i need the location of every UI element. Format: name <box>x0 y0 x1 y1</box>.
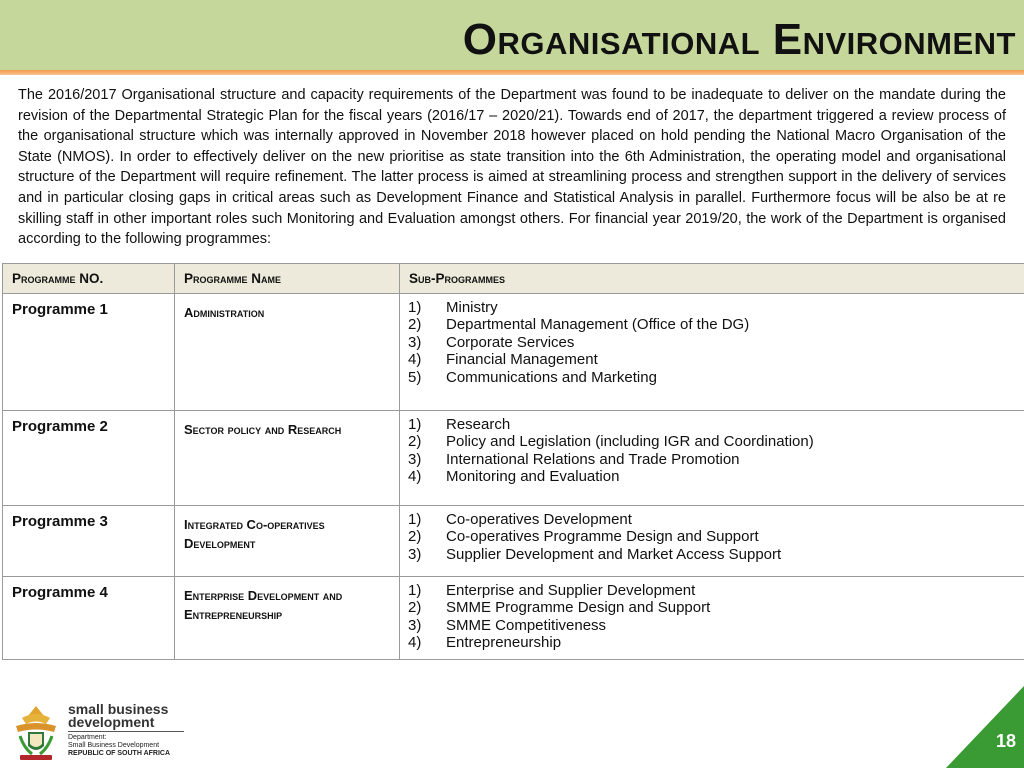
programme-number: Programme 2 <box>3 411 175 506</box>
list-number: 1) <box>408 299 446 316</box>
list-text: Ministry <box>446 299 498 316</box>
list-text: Entrepreneurship <box>446 634 561 651</box>
list-number: 1) <box>408 511 446 528</box>
list-item <box>408 511 1024 528</box>
table-row <box>3 411 1024 506</box>
list-text: Departmental Management (Office of the DG) <box>446 316 749 333</box>
table-header-row <box>3 264 1024 294</box>
header-sub-programmes: Sub-Programmes <box>400 264 1024 294</box>
list-item <box>408 299 1024 316</box>
list-item <box>408 468 1024 485</box>
sub-programmes-cell <box>400 577 1024 660</box>
list-item <box>408 634 1024 651</box>
programmes-table <box>2 263 1024 660</box>
list-item <box>408 451 1024 468</box>
list-number: 2) <box>408 316 446 333</box>
department-text <box>68 734 170 758</box>
list-text: Enterprise and Supplier Development <box>446 582 695 599</box>
header-programme-name: Programme Name <box>175 264 400 294</box>
coat-of-arms-icon <box>10 702 62 764</box>
table-row <box>3 506 1024 577</box>
table-row <box>3 294 1024 411</box>
list-number: 3) <box>408 334 446 351</box>
dept-line3: REPUBLIC OF SOUTH AFRICA <box>68 750 170 757</box>
list-number: 3) <box>408 546 446 563</box>
list-text: SMME Programme Design and Support <box>446 599 710 616</box>
list-text: Supplier Development and Market Access Support <box>446 546 781 563</box>
list-text: Financial Management <box>446 351 598 368</box>
programme-name: Administration <box>175 294 400 411</box>
list-text: Co-operatives Programme Design and Support <box>446 528 759 545</box>
list-number: 4) <box>408 468 446 485</box>
programme-name: Sector policy and Research <box>175 411 400 506</box>
list-number: 4) <box>408 634 446 651</box>
programme-number: Programme 3 <box>3 506 175 577</box>
programme-number: Programme 4 <box>3 577 175 660</box>
list-text: SMME Competitiveness <box>446 617 606 634</box>
programme-name: Enterprise Development and Entrepreneurship <box>175 577 400 660</box>
list-number: 2) <box>408 528 446 545</box>
dept-line2: Small Business Development <box>68 742 159 749</box>
list-text: Research <box>446 416 510 433</box>
programme-number: Programme 1 <box>3 294 175 411</box>
list-number: 4) <box>408 351 446 368</box>
logo-divider <box>68 731 184 732</box>
sub-programmes-cell <box>400 411 1024 506</box>
list-text: Co-operatives Development <box>446 511 632 528</box>
slide-title: Organisational Environment <box>463 14 1016 66</box>
list-number: 3) <box>408 451 446 468</box>
list-item <box>408 599 1024 616</box>
list-text: International Relations and Trade Promotion <box>446 451 740 468</box>
list-number: 3) <box>408 617 446 634</box>
sub-programme-list <box>408 582 1024 652</box>
programme-name: Integrated Co-operatives Development <box>175 506 400 577</box>
list-number: 1) <box>408 416 446 433</box>
org-name <box>68 703 168 729</box>
list-item <box>408 334 1024 351</box>
sub-programmes-cell <box>400 294 1024 411</box>
list-item <box>408 617 1024 634</box>
sub-programme-list <box>408 299 1024 386</box>
intro-paragraph: The 2016/2017 Organisational structure and capacity requirements of the Department was found to be inadequate to deliver on the mandate during the revision of the Departmental Strategic Plan for the fiscal years (2016/17 – 2020/21). Towards end of 2017, the department triggered a review process of the organisational structure which was internally approved in November 2018 however placed on hold pending the National Macro Organisation of the State (NMOS). In order to effectively deliver on the new prioritise as state transition into the 6th Administration, the operating model and organisational structure of the Department will require refinement. The latter process is aimed at streamlining process and strengthen support in the delivery of services and in particular closing gaps in critical areas such as Development Finance and Statistical Analysis in parallel. Furthermore focus will be also be at re skilling staff in other important roles such Monitoring and Evaluation amongst others. For financial year 2019/20, the work of the Department is organised according to the following programmes: <box>18 85 1006 250</box>
org-name-line2: development <box>68 716 168 729</box>
dept-line1: Department: <box>68 734 107 741</box>
list-text: Monitoring and Evaluation <box>446 468 619 485</box>
org-name-line1: small business <box>68 701 168 717</box>
page-corner-triangle <box>946 686 1024 768</box>
list-item <box>408 351 1024 368</box>
sub-programmes-cell <box>400 506 1024 577</box>
list-item <box>408 369 1024 386</box>
list-item <box>408 528 1024 545</box>
list-text: Policy and Legislation (including IGR and Coordination) <box>446 433 814 450</box>
list-number: 2) <box>408 433 446 450</box>
sub-programme-list <box>408 416 1024 486</box>
page-number: 18 <box>996 731 1016 752</box>
header-programme-no: Programme NO. <box>3 264 175 294</box>
sub-programme-list <box>408 511 1024 563</box>
list-item <box>408 416 1024 433</box>
list-item <box>408 433 1024 450</box>
list-text: Communications and Marketing <box>446 369 657 386</box>
list-item <box>408 316 1024 333</box>
list-number: 2) <box>408 599 446 616</box>
list-item <box>408 546 1024 563</box>
list-number: 1) <box>408 582 446 599</box>
list-item <box>408 582 1024 599</box>
table-row <box>3 577 1024 660</box>
title-underline <box>0 70 1024 75</box>
list-number: 5) <box>408 369 446 386</box>
list-text: Corporate Services <box>446 334 574 351</box>
